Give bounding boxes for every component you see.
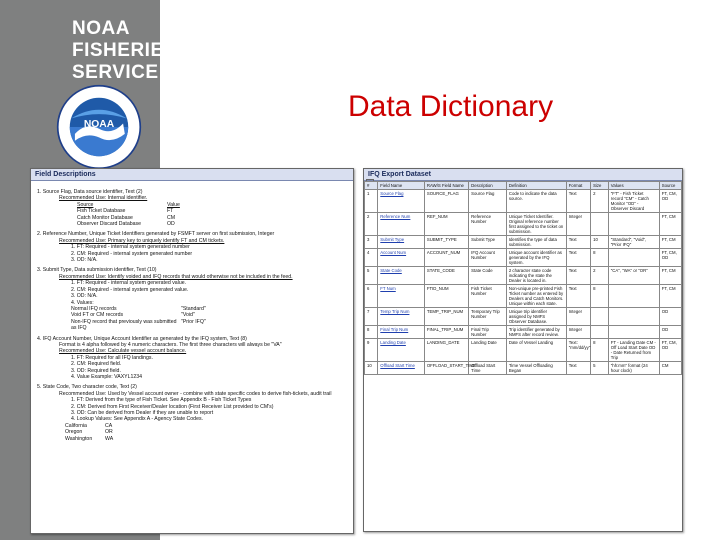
fd-item-recommended-use: Recommended Use: Internal identifier. [59, 195, 148, 202]
table-row [365, 190, 682, 213]
table-row [365, 285, 682, 308]
field-descriptions-panel [30, 168, 354, 534]
table-cell: OD [659, 326, 681, 339]
fd-item-heading: 4. IFQ Account Number, Unique Account Identifier as generated by the IFQ system, Text (8) [37, 335, 247, 342]
value-col-header: Value [167, 201, 180, 208]
fd-item-3 [37, 267, 347, 331]
table-cell: Text: "mm/dd/yy" [566, 339, 590, 362]
field-name-link[interactable]: Source Flag [378, 190, 425, 213]
field-name-link[interactable]: Temp Trip Num [378, 308, 425, 326]
fd-item-recommended-use: Recommended Use: Calculate vessel account balance. [59, 348, 187, 355]
table-cell: LANDING_DATE [424, 339, 468, 362]
fd-item-line: 1. FT: Required - internal system generated number [71, 244, 190, 251]
table-cell: "CA", "WA" or "OR" [608, 267, 659, 285]
table-cell: "hh:mm" format (24 hour clock) [608, 362, 659, 375]
field-descriptions-title: Field Descriptions [31, 169, 353, 181]
table-cell [608, 326, 659, 339]
ifq-export-panel [363, 168, 683, 532]
state-code: OR [105, 429, 113, 436]
fd-item-line: 1. FT: Required - internal system generated value. [71, 280, 187, 287]
noaa-fisheries-wordmark [72, 18, 177, 84]
fd-item-line: 4. Lookup Values: See Appendix A - Agency State Codes. [71, 416, 203, 423]
table-cell: Submit Type [469, 236, 507, 249]
fd-item-2 [37, 231, 347, 263]
table-cell: Final Trip Number [469, 326, 507, 339]
col-header: Format [566, 182, 590, 190]
table-cell: 5 [365, 267, 378, 285]
table-cell: Reference Number [469, 213, 507, 236]
col-header: RAW/S Field Name [424, 182, 468, 190]
table-cell: 8 [591, 339, 609, 362]
ifq-export-table [364, 181, 682, 375]
table-cell: Integer [566, 308, 590, 326]
table-cell: 1 [365, 190, 378, 213]
field-name-link[interactable]: Landing Date [378, 339, 425, 362]
table-cell: OFFLOAD_START_TIME [424, 362, 468, 375]
fd-item-line: 3. OD: Can be derived from Dealer if they are unable to report [71, 410, 214, 416]
table-cell: Text [566, 190, 590, 213]
table-cell: 10 [365, 362, 378, 375]
noaa-logo-icon [56, 84, 142, 170]
table-cell: 2 [591, 267, 609, 285]
table-cell: 3 [365, 236, 378, 249]
fd-item-line: 3. OD: N/A. [71, 257, 98, 264]
table-cell: Identifies the type of data submission. [506, 236, 566, 249]
table-cell [591, 326, 609, 339]
table-cell: Trip identifier generated by NMFS after record review. [506, 326, 566, 339]
table-cell: 8 [591, 285, 609, 308]
table-cell [608, 285, 659, 308]
field-name-link[interactable]: Offload Start Time [378, 362, 425, 375]
col-header: Size [591, 182, 609, 190]
state-code-row [37, 436, 347, 442]
table-cell: 6 [365, 285, 378, 308]
table-cell: Landing Date [469, 339, 507, 362]
table-cell: Text [566, 267, 590, 285]
fd-item-line: 4. Values: [71, 299, 94, 306]
table-cell: 5 [591, 362, 609, 375]
table-cell: 9 [365, 339, 378, 362]
field-descriptions-body [31, 181, 353, 446]
table-cell: Date of Vessel Landing [506, 339, 566, 362]
table-cell: 2 [591, 190, 609, 213]
table-cell: Code to indicate the data source. [506, 190, 566, 213]
table-cell: IFQ Account Number [469, 249, 507, 267]
field-name-link[interactable]: Final Trip Num [378, 326, 425, 339]
value-code: "Standard" [181, 305, 206, 312]
table-cell: Unique account identifier as generated by the IFQ system. [506, 249, 566, 267]
table-cell: FT, CM [659, 236, 681, 249]
fd-item-line: 2. CM: Required - internal system generated value. [71, 286, 189, 293]
submit-type-value-row [37, 319, 347, 332]
fd-item-recommended-use: Recommended Use: Primary key to uniquely identify FT and CM tickets. [59, 237, 225, 244]
table-cell [591, 213, 609, 236]
slide-title: Data Dictionary [348, 90, 554, 123]
source-value: OD [167, 221, 175, 228]
table-cell: FTID_NUM [424, 285, 468, 308]
table-cell: Non-unique pre-printed Fish Ticket number as entered by Dealers and Catch Monitors. Unique within each state. [506, 285, 566, 308]
value-desc: Non-IFQ record that previously was submitted as IFQ [71, 318, 177, 332]
state-name: Oregon [65, 429, 83, 436]
ifq-table-body [365, 190, 682, 375]
table-cell: Integer [566, 213, 590, 236]
fd-item-line: 1. FT: Required for all IFQ landings. [71, 354, 153, 361]
table-cell: SOURCE_FLAG [424, 190, 468, 213]
fd-item-heading: 2. Reference Number, Unique Ticket Identifiers generated by FSMFT server on first submission, Integer [37, 231, 275, 238]
value-code: "Void" [181, 312, 195, 319]
svg-text:NOAA: NOAA [83, 119, 115, 130]
table-cell: Time Vessel Offloading Began [506, 362, 566, 375]
table-cell: 4 [365, 249, 378, 267]
ifq-export-title: IFQ Export Dataset [364, 169, 682, 181]
table-cell: "Standard", "Void", "Prior IFQ" [608, 236, 659, 249]
fd-item-line: 2. CM: Derived from First Receiver/Dealer location (First Receiver List provided to CM's) [71, 403, 274, 410]
table-cell: Offload Start Time [469, 362, 507, 375]
table-cell: FT, CM [659, 267, 681, 285]
table-cell: CM [659, 362, 681, 375]
source-name: Fish Ticket Database [77, 208, 126, 215]
table-cell: 8 [365, 326, 378, 339]
table-cell [608, 213, 659, 236]
fd-item-heading: 5. State Code, Two character code, Text (2) [37, 384, 137, 391]
table-cell: 2 character state code indicating the state the Dealer is located in. [506, 267, 566, 285]
source-name: Catch Monitor Database [77, 214, 133, 221]
table-row [365, 339, 682, 362]
table-cell: "FT" - Fish Ticket record "CM" - Catch Monitor "OD" - Observer Discard [608, 190, 659, 213]
brand-line-1: NOAA [72, 18, 130, 39]
field-name-link[interactable]: State Code [378, 267, 425, 285]
brand-line-2: FISHERIES [72, 40, 177, 61]
fd-item-4 [37, 336, 347, 381]
table-cell: FT, CM [659, 285, 681, 308]
col-header: Source [659, 182, 681, 190]
table-row [365, 308, 682, 326]
fd-item-line: 4. Value Example: VAXYL1234 [71, 373, 143, 380]
field-name-link[interactable]: Reference Num [378, 213, 425, 236]
table-cell: Text [566, 285, 590, 308]
fd-item-recommended-use: Recommended Use: Identify voided and IFQ records that would otherwise not be included in the feed. [59, 273, 293, 280]
table-cell: 10 [591, 236, 609, 249]
table-header-row [365, 182, 682, 190]
table-cell: FINAL_TRIP_NUM [424, 326, 468, 339]
value-desc: Normal IFQ records [71, 305, 117, 312]
table-cell: TEMP_TRIP_NUM [424, 308, 468, 326]
table-cell: FT, CM, OD [659, 339, 681, 362]
table-cell: 8 [591, 249, 609, 267]
col-header: # [365, 182, 378, 190]
table-row [365, 326, 682, 339]
fd-item-line: 3. OD: Required field. [71, 367, 121, 374]
table-cell: FT - Landing Date CM - Off Load Start Date OD - Date Returned from Trip [608, 339, 659, 362]
table-cell: REF_NUM [424, 213, 468, 236]
brand-line-3: SERVICE [72, 62, 159, 83]
table-cell: Unique trip identifier assigned by NMFS Observer Database. [506, 308, 566, 326]
table-cell: Text [566, 236, 590, 249]
col-header: Definition [506, 182, 566, 190]
col-header: Values [608, 182, 659, 190]
fd-item-heading: 3. Submit Type, Data submission identifier, Text (10) [37, 267, 157, 274]
table-cell: FT, CM [659, 213, 681, 236]
source-col-header: Source [77, 201, 94, 208]
value-code: "Prior IFQ" [181, 318, 206, 325]
table-row [365, 249, 682, 267]
table-cell: OD [659, 308, 681, 326]
table-cell: 2 [365, 213, 378, 236]
col-header: Field Name [378, 182, 425, 190]
fd-item-line: 1. FT: Derived from the type of Fish Ticket. See Appendix B - Fish Ticket Types [71, 397, 252, 404]
fd-item-recommended-use: Recommended Use: Used by Vessel account owner - combine with state specific codes to derive fish-tickets, audit trail [59, 390, 332, 397]
fd-item-heading: 1. Source Flag, Data source identifier, Text (2) [37, 189, 143, 195]
col-header: Description [469, 182, 507, 190]
source-value: FT [167, 208, 174, 215]
fd-item-format-note: Format is 4 alpha followed by 4 numeric characters. The first three characters will always be "VA" [59, 341, 282, 348]
table-row [365, 213, 682, 236]
table-cell: SUBMIT_TYPE [424, 236, 468, 249]
fd-item-line: 2. CM: Required - internal system generated number [71, 250, 193, 257]
table-cell: Temporary Trip Number [469, 308, 507, 326]
table-cell: Text [566, 362, 590, 375]
table-cell: ACCOUNT_NUM [424, 249, 468, 267]
table-cell: Unique Ticket Identifier. Original reference number first assigned to the ticket on submission. [506, 213, 566, 236]
source-value: CM [167, 214, 176, 221]
fd-item-5 [37, 384, 347, 442]
table-cell: Fish Ticket Number [469, 285, 507, 308]
table-cell: State Code [469, 267, 507, 285]
value-desc: Void FT or CM records [71, 312, 124, 319]
state-name: Washington [65, 435, 93, 442]
table-cell: FT, CM, OD [659, 249, 681, 267]
table-cell: Integer [566, 326, 590, 339]
table-cell: STATE_CODE [424, 267, 468, 285]
table-cell: Text [566, 249, 590, 267]
table-cell [591, 308, 609, 326]
table-cell [608, 308, 659, 326]
table-cell: FT, CM, OD [659, 190, 681, 213]
source-name: Observer Discard Database [77, 221, 142, 228]
source-table-row [37, 221, 347, 227]
field-name-link[interactable]: Submit Type [378, 236, 425, 249]
table-cell: 7 [365, 308, 378, 326]
table-row [365, 362, 682, 375]
table-cell [608, 249, 659, 267]
fd-item-line: 2. CM: Required field. [71, 361, 122, 368]
table-row [365, 236, 682, 249]
fd-item-1 [37, 189, 347, 227]
field-name-link[interactable]: FT Num [378, 285, 425, 308]
state-code: CA [105, 422, 113, 429]
state-code: WA [105, 435, 114, 442]
ifq-export-table-wrap [364, 181, 682, 375]
table-cell: Source Flag [469, 190, 507, 213]
field-name-link[interactable]: Account Num [378, 249, 425, 267]
table-row [365, 267, 682, 285]
state-name: California [65, 422, 87, 429]
fd-item-line: 3. OD: N/A. [71, 293, 98, 300]
